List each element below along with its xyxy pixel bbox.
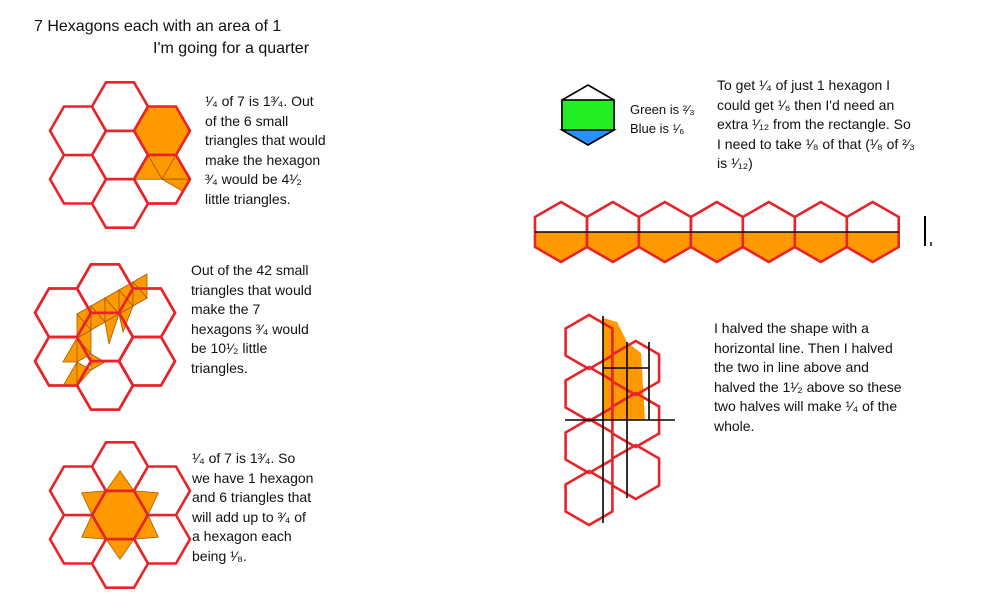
- title-line-2: I'm going for a quarter: [153, 40, 310, 57]
- orange-lower-half: [743, 232, 795, 262]
- note-1: ¹⁄₄ of 7 is 1³⁄₄. Out of the 6 small triangles that would make the hexagon ³⁄₄ would be 4¹⁄₂ little triangles.: [205, 93, 326, 207]
- title-line-1: 7 Hexagons each with an area of 1: [34, 18, 282, 35]
- orange-quarter-region: [603, 318, 645, 420]
- green-rectangle: [562, 100, 614, 130]
- green-blue-note: Green is ²⁄₃ Blue is ¹⁄₆: [630, 102, 695, 136]
- hexagon-row: [530, 198, 950, 268]
- note-5: I halved the shape with a horizontal line. Then I halved the two in line above and halved the 1¹⁄₂ above so these two halves will make ¹⁄₄ of the whole.: [714, 320, 902, 434]
- hexagon: [612, 445, 659, 499]
- orange-lower-half: [795, 232, 847, 262]
- flower-diagram-2: [5, 252, 205, 422]
- orange-lower-half: [847, 232, 899, 262]
- orange-lower-half: [691, 232, 743, 262]
- note-3: ¹⁄₄ of 7 is 1³⁄₄. So we have 1 hexagon and 6 triangles that will add up to ³⁄₄ of a hexagon each being ¹⁄₈.: [192, 450, 314, 564]
- flower-diagram-1: [20, 60, 220, 230]
- orange-lower-half: [587, 232, 639, 262]
- hexagon: [566, 419, 613, 473]
- flower-diagram-3: [20, 430, 220, 600]
- hexagon-column-diagram: [565, 308, 695, 538]
- blue-triangle: [562, 130, 614, 145]
- orange-hexagon: [134, 107, 190, 156]
- orange-lower-half: [639, 232, 691, 262]
- green-blue-hexagon: [558, 82, 618, 154]
- note-2: Out of the 42 small triangles that would make the 7 hexagons ³⁄₄ would be 10¹⁄₂ little triangles.: [191, 262, 312, 376]
- orange-lower-half: [535, 232, 587, 262]
- hexagon: [566, 471, 613, 525]
- note-4: To get ¹⁄₄ of just 1 hexagon I could get ¹⁄₆ then I'd need an extra ¹⁄₁₂ from the rectangle. So I need to take ¹⁄₈ of that (¹⁄₈ of ²⁄₃ is ¹⁄₁₂): [717, 77, 915, 171]
- hexagon: [50, 155, 106, 204]
